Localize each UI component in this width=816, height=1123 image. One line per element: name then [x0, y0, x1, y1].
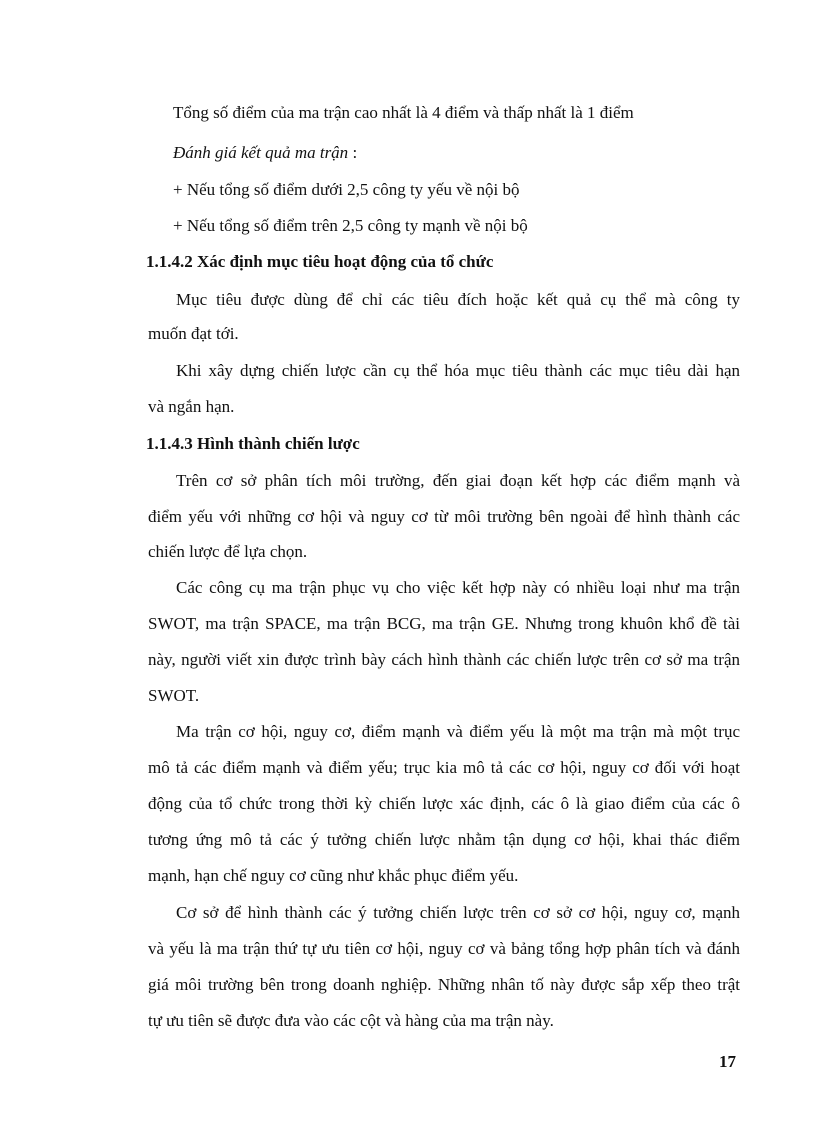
- paragraph-line: Mục tiêu được dùng để chỉ các tiêu đích hoặc kết quả cụ thể mà công ty: [176, 290, 740, 309]
- paragraph-line: tương ứng mô tả các ý tưởng chiến lược nhằm tận dụng cơ hội, khai thác điểm: [148, 830, 740, 849]
- matrix-score-range-line: Tổng số điểm của ma trận cao nhất là 4 điểm và thấp nhất là 1 điểm: [173, 103, 634, 122]
- paragraph-line: Cơ sở để hình thành các ý tưởng chiến lược trên cơ sở cơ hội, nguy cơ, mạnh: [176, 903, 740, 922]
- paragraph-line: mô tả các điểm mạnh và điểm yếu; trục kia mô tả các cơ hội, nguy cơ đối với hoạt: [148, 758, 740, 777]
- paragraph-line: Trên cơ sở phân tích môi trường, đến giai đoạn kết hợp các điểm mạnh và: [176, 471, 740, 490]
- matrix-evaluation-colon: :: [348, 143, 358, 162]
- matrix-evaluation-label-line: [173, 143, 357, 163]
- paragraph-line: tự ưu tiên sẽ được đưa vào các cột và hàng của ma trận này.: [148, 1011, 554, 1030]
- strong-internal-rule: + Nếu tổng số điểm trên 2,5 công ty mạnh về nội bộ: [173, 216, 528, 235]
- section-heading-objectives: 1.1.4.2 Xác định mục tiêu hoạt động của tổ chức: [146, 252, 494, 271]
- paragraph-line: Các công cụ ma trận phục vụ cho việc kết hợp này có nhiều loại như ma trận: [176, 578, 740, 597]
- paragraph-line: mạnh, hạn chế nguy cơ cũng như khắc phục điểm yếu.: [148, 866, 519, 885]
- page-number: 17: [719, 1052, 736, 1071]
- section-heading-strategy-formation: 1.1.4.3 Hình thành chiến lược: [146, 434, 360, 453]
- paragraph-line: chiến lược để lựa chọn.: [148, 542, 308, 561]
- paragraph-line: và ngắn hạn.: [148, 397, 235, 416]
- paragraph-line: động của tổ chức trong thời kỳ chiến lược xác định, các ô là giao điểm của các ô: [148, 794, 740, 813]
- paragraph-line: này, người viết xin được trình bày cách hình thành các chiến lược trên cơ sở ma trận: [148, 650, 740, 669]
- weak-internal-rule: + Nếu tổng số điểm dưới 2,5 công ty yếu về nội bộ: [173, 180, 520, 199]
- paragraph-line: Khi xây dựng chiến lược cần cụ thể hóa mục tiêu thành các mục tiêu dài hạn: [176, 361, 740, 380]
- paragraph-line: giá môi trường bên trong doanh nghiệp. Những nhân tố này được sắp xếp theo trật: [148, 975, 740, 994]
- paragraph-line: SWOT.: [148, 686, 200, 705]
- paragraph-line: Ma trận cơ hội, nguy cơ, điểm mạnh và điểm yếu là một ma trận mà một trục: [176, 722, 740, 741]
- paragraph-line: và yếu là ma trận thứ tự ưu tiên cơ hội, nguy cơ và bảng tổng hợp phân tích và đánh: [148, 939, 740, 958]
- matrix-evaluation-label: Đánh giá kết quả ma trận: [173, 143, 349, 162]
- paragraph-line: muốn đạt tới.: [148, 324, 239, 343]
- paragraph-line: điểm yếu với những cơ hội và nguy cơ từ môi trường bên ngoài để hình thành các: [148, 507, 740, 526]
- paragraph-line: SWOT, ma trận SPACE, ma trận BCG, ma trận GE. Nhưng trong khuôn khổ đề tài: [148, 614, 740, 633]
